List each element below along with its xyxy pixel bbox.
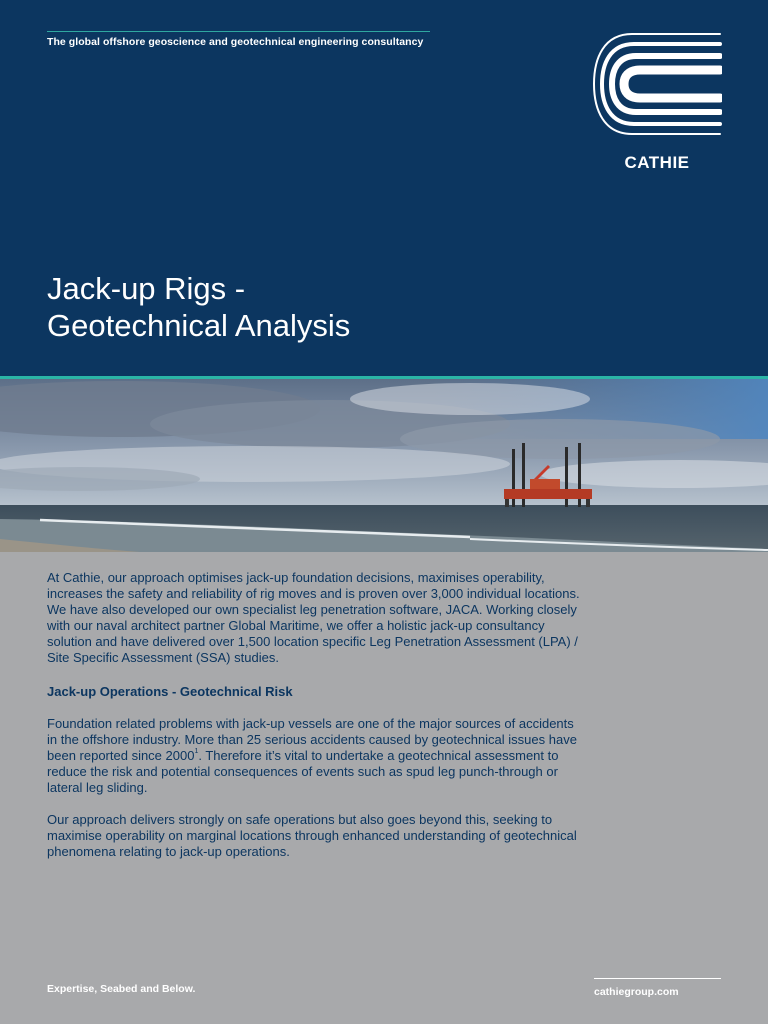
risk-text-end: . Therefore it’s vital to undertake a geotechnical assessment to reduce the risk and potential consequences of events such as spud leg punch-through or lateral leg sliding. (47, 748, 559, 795)
title-line-1: Jack-up Rigs - (47, 271, 246, 306)
page-title (47, 270, 350, 344)
risk-paragraph (47, 716, 587, 796)
footer-slogan: Expertise, Seabed and Below. (47, 983, 196, 995)
footnote-marker: 1 (194, 748, 199, 755)
tagline-rule (47, 31, 430, 32)
title-line-2: Geotechnical Analysis (47, 308, 351, 343)
jackup-rig-photo (0, 379, 768, 552)
approach-paragraph: Our approach delivers strongly on safe operations but also goes beyond this, seeking to maximise operability on marginal locations through enhanced understanding of geotechnical phenomena relating to jack-up operations. (47, 812, 577, 859)
tagline: The global offshore geoscience and geotechnical engineering consultancy (47, 36, 424, 48)
footer-website-link[interactable]: cathiegroup.com (594, 986, 679, 998)
risk-text-start: Foundation related problems with jack-up vessels are one of the major sources of accidents in the offshore industry. More than 25 serious accidents caused by geotechnical issues have been reported since 2000 (47, 716, 577, 763)
header-banner (0, 0, 768, 376)
body-content (47, 570, 587, 876)
cathie-logo-icon (592, 30, 722, 140)
footer-rule (594, 978, 721, 979)
section-heading: Jack-up Operations - Geotechnical Risk (47, 684, 293, 699)
logo-wordmark: CATHIE (624, 153, 690, 172)
intro-paragraph: At Cathie, our approach optimises jack-up foundation decisions, maximises operability, increases the safety and reliability of rig moves and is proven over 3,000 individual locations. We have also developed our own specialist leg penetration software, JACA. Working closely with our naval architect partner Global Maritime, we offer a holistic jack-up consultancy solution and have delivered over 1,500 location specific Leg Penetration Assessment (LPA) / Site Specific Assessment (SSA) studies. (47, 570, 580, 665)
